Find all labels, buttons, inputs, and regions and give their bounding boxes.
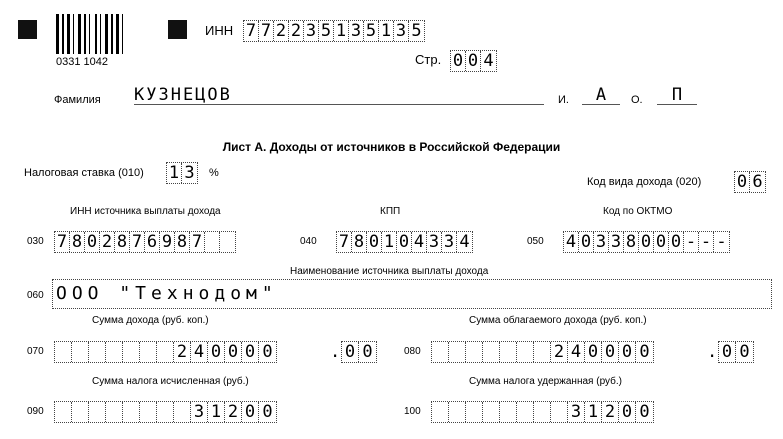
cell: 5 <box>411 21 422 41</box>
tax-calculated-code: 090 <box>27 406 44 417</box>
cell: 1 <box>208 402 225 422</box>
kpp-label: КПП <box>380 206 401 217</box>
source-inn-code: 030 <box>27 236 44 247</box>
cell: 0 <box>669 232 684 252</box>
tax-withheld-field[interactable] <box>431 401 654 423</box>
cell: 0 <box>208 342 225 362</box>
cell: 0 <box>342 342 359 362</box>
cell <box>157 342 174 362</box>
income-sum-rub-field[interactable] <box>54 341 277 363</box>
cell: 1 <box>382 232 397 252</box>
cell <box>432 342 449 362</box>
income-sum-label: Сумма дохода (руб. коп.) <box>92 315 209 326</box>
source-inn-field[interactable] <box>54 231 236 253</box>
cell <box>55 402 72 422</box>
tax-rate-label: Налоговая ставка (010) <box>24 167 144 179</box>
cell <box>89 342 106 362</box>
cell <box>500 342 517 362</box>
source-name-code: 060 <box>27 290 44 301</box>
sheet-title: Лист А. Доходы от источников в Российской Федерации <box>222 140 561 154</box>
tax-calculated-field[interactable] <box>54 401 277 423</box>
cell: 4 <box>568 342 585 362</box>
surname-label: Фамилия <box>54 94 101 106</box>
cell: 2 <box>274 21 289 41</box>
barcode-bar <box>84 14 86 54</box>
kpp-code: 040 <box>300 236 317 247</box>
cell: 1 <box>167 163 182 183</box>
surname-field[interactable]: КУЗНЕЦОВ <box>134 86 544 105</box>
barcode-bar <box>67 14 70 54</box>
cell <box>72 342 89 362</box>
cell: 0 <box>619 402 636 422</box>
cell: 0 <box>735 172 750 192</box>
inn-field[interactable] <box>243 20 425 42</box>
cell <box>483 402 500 422</box>
barcode-bar <box>95 14 97 54</box>
barcode-bar <box>116 14 119 54</box>
cell: 3 <box>442 232 457 252</box>
cell: 0 <box>85 232 100 252</box>
cell <box>534 402 551 422</box>
taxable-sum-code: 080 <box>404 346 421 357</box>
cell <box>157 402 174 422</box>
cell: 3 <box>594 232 609 252</box>
cell: 2 <box>174 342 191 362</box>
cell: 8 <box>70 232 85 252</box>
cell: 9 <box>160 232 175 252</box>
corner-marker-left <box>18 20 37 39</box>
cell <box>140 402 157 422</box>
cell: 4 <box>483 51 494 71</box>
cell: 3 <box>609 232 624 252</box>
cell: 0 <box>262 402 273 422</box>
oktmo-label: Код по ОКТМО <box>603 206 673 217</box>
barcode-bar <box>111 14 113 54</box>
cell: 3 <box>568 402 585 422</box>
cell: 1 <box>379 21 394 41</box>
initial-patronymic-label: О. <box>631 94 643 106</box>
cell: 4 <box>191 342 208 362</box>
cell <box>449 402 466 422</box>
cell: 2 <box>602 402 619 422</box>
cell <box>517 342 534 362</box>
cell: 3 <box>191 402 208 422</box>
cell: 0 <box>602 342 619 362</box>
cell <box>500 402 517 422</box>
cell: 3 <box>427 232 442 252</box>
cell: 0 <box>397 232 412 252</box>
initial-first-label: И. <box>558 94 569 106</box>
cell: 2 <box>551 342 568 362</box>
oktmo-code: 050 <box>527 236 544 247</box>
cell: 7 <box>190 232 205 252</box>
cell: - <box>716 232 727 252</box>
income-sum-kop-field[interactable] <box>341 341 377 363</box>
cell <box>449 342 466 362</box>
barcode-bar <box>89 14 90 54</box>
cell: 0 <box>639 232 654 252</box>
cell: 0 <box>619 342 636 362</box>
oktmo-field[interactable] <box>563 231 730 253</box>
cell: 2 <box>225 402 242 422</box>
kpp-field[interactable] <box>336 231 473 253</box>
cell: 8 <box>624 232 639 252</box>
cell: 7 <box>337 232 352 252</box>
tax-withheld-code: 100 <box>404 406 421 417</box>
barcode-bar <box>122 14 123 54</box>
cell: 0 <box>225 342 242 362</box>
barcode-icon <box>56 14 146 60</box>
cell: 7 <box>259 21 274 41</box>
income-type-field[interactable] <box>734 171 766 193</box>
cell: 3 <box>394 21 409 41</box>
cell <box>106 342 123 362</box>
cell: 7 <box>130 232 145 252</box>
tax-rate-field[interactable] <box>166 162 198 184</box>
cell: 0 <box>639 342 650 362</box>
cell: 3 <box>349 21 364 41</box>
barcode-bar <box>105 14 108 54</box>
cell <box>483 342 500 362</box>
cell <box>106 402 123 422</box>
cell <box>123 342 140 362</box>
barcode-bar <box>62 14 64 54</box>
cell: - <box>684 232 699 252</box>
corner-marker-right <box>168 20 187 39</box>
cell: 0 <box>367 232 382 252</box>
barcode-bar <box>56 14 59 54</box>
cell: 2 <box>289 21 304 41</box>
taxable-sum-decimal-point: . <box>707 342 718 362</box>
taxable-sum-rub-field[interactable] <box>431 341 654 363</box>
cell: 0 <box>719 342 736 362</box>
initial-patronymic-field[interactable]: П <box>657 86 697 105</box>
cell <box>174 402 191 422</box>
cell: 8 <box>115 232 130 252</box>
cell: 0 <box>585 342 602 362</box>
cell: 5 <box>364 21 379 41</box>
cell <box>72 402 89 422</box>
cell <box>432 402 449 422</box>
cell: 0 <box>739 342 750 362</box>
cell: 7 <box>55 232 70 252</box>
initial-first-field[interactable]: А <box>582 86 620 105</box>
cell: 6 <box>145 232 160 252</box>
source-name-field[interactable]: ООО "Технодом" <box>52 279 772 309</box>
income-type-label: Код вида дохода (020) <box>587 176 702 188</box>
cell <box>205 232 220 252</box>
cell <box>517 402 534 422</box>
cell: 0 <box>451 51 466 71</box>
cell: 0 <box>362 342 373 362</box>
cell: 8 <box>175 232 190 252</box>
cell <box>123 402 140 422</box>
cell: 8 <box>352 232 367 252</box>
cell: 0 <box>579 232 594 252</box>
cell: 0 <box>654 232 669 252</box>
barcode-number: 0331 1042 <box>56 56 108 68</box>
cell: - <box>699 232 714 252</box>
cell: 0 <box>242 402 259 422</box>
cell: 1 <box>585 402 602 422</box>
cell: 5 <box>319 21 334 41</box>
inn-label: ИНН <box>205 23 234 38</box>
income-sum-decimal-point: . <box>330 342 341 362</box>
source-name-label: Наименование источника выплаты дохода <box>290 266 489 277</box>
page-field[interactable] <box>450 50 497 72</box>
tax-rate-unit: % <box>209 167 219 179</box>
barcode-bar <box>73 14 74 54</box>
cell: 6 <box>752 172 763 192</box>
taxable-sum-label: Сумма облагаемого дохода (руб. коп.) <box>469 315 647 326</box>
cell <box>89 402 106 422</box>
cell: 7 <box>244 21 259 41</box>
page-label: Стр. <box>415 52 442 67</box>
cell <box>466 342 483 362</box>
cell: 0 <box>466 51 481 71</box>
cell <box>55 342 72 362</box>
cell: 1 <box>334 21 349 41</box>
cell: 4 <box>412 232 427 252</box>
cell: 0 <box>242 342 259 362</box>
barcode-bar <box>78 14 81 54</box>
barcode-bar <box>100 14 101 54</box>
cell <box>220 232 235 252</box>
cell: 3 <box>304 21 319 41</box>
taxable-sum-kop-field[interactable] <box>718 341 754 363</box>
cell <box>551 402 568 422</box>
cell <box>466 402 483 422</box>
cell: 4 <box>459 232 470 252</box>
cell: 2 <box>100 232 115 252</box>
tax-calculated-label: Сумма налога исчисленная (руб.) <box>92 376 249 387</box>
cell <box>534 342 551 362</box>
cell: 0 <box>262 342 273 362</box>
cell: 4 <box>564 232 579 252</box>
tax-withheld-label: Сумма налога удержанная (руб.) <box>469 376 622 387</box>
income-sum-code: 070 <box>27 346 44 357</box>
source-inn-label: ИНН источника выплаты дохода <box>70 206 221 217</box>
cell <box>140 342 157 362</box>
cell: 0 <box>639 402 650 422</box>
cell: 3 <box>184 163 195 183</box>
